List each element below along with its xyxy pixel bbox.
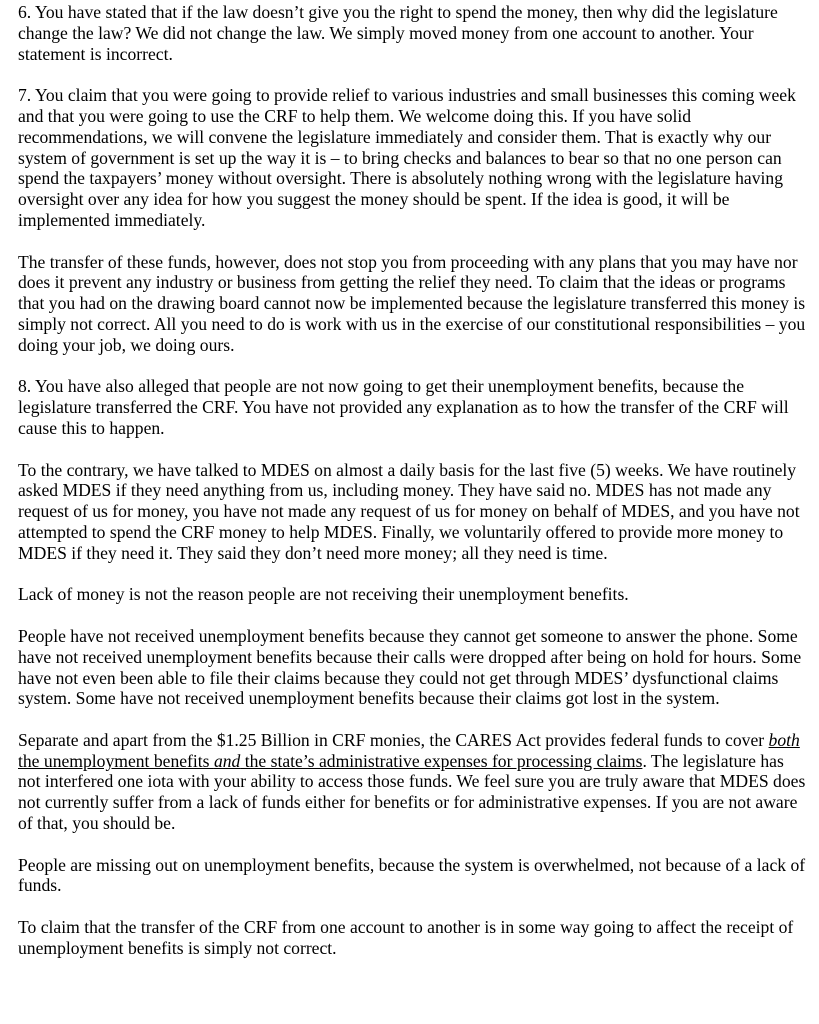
paragraph-cares-act [18, 730, 808, 834]
paragraph-item-6: 6. You have stated that if the law doesn’t give you the right to spend the money, then why did the legislature change the law? We did not change the law. We simply moved money from one account to another. Your statement is incorrect. [18, 2, 778, 64]
paragraph-closing: To claim that the transfer of the CRF from one account to another is in some way going to affect the receipt of unemployment benefits is simply not correct. [18, 917, 794, 958]
cares-text-part2: . The legislature has not interfered one iota with your ability to access those funds. We feel sure you are truly aware that MDES does not currently suffer from a lack of funds either for benefits or for administrative expenses. If you are not aware of that, you should be. [18, 750, 806, 834]
document-page [18, 2, 808, 959]
paragraph-mdes-contact: To the contrary, we have talked to MDES on almost a daily basis for the last five (5) weeks. We have routinely asked MDES if they need anything from us, including money. They have said no. MDES has not made any request of us for money, you have not made any request of us for money on behalf of MDES, and you have not attempted to spend the CRF money to help MDES. Finally, we voluntarily offered to provide more money to MDES if they need it. They said they don’t need more money; all they need is time. [18, 459, 800, 563]
paragraph-item-8: 8. You have also alleged that people are not now going to get their unemployment benefits, because the legislature transferred the CRF. You have not provided any explanation as to how the transfer of the CRF will cause this to happen. [18, 376, 789, 438]
paragraph-system-overwhelmed: People are missing out on unemployment benefits, because the system is overwhelmed, not because of a lack of funds. [18, 854, 806, 896]
cares-emphasis-and: and [213, 750, 241, 771]
cares-underlined-mid2: the state’s administrative expenses for processing claims [240, 750, 643, 771]
cares-emphasis-both: both [768, 729, 800, 750]
paragraph-transfer-funds: The transfer of these funds, however, does not stop you from proceeding with any plans that you may have nor does it prevent any industry or business from getting the relief they need. To claim that the ideas or programs that you had on the drawing board cannot now be implemented because the legislature transferred this money is simply not correct. All you need to do is work with us in the exercise of our constitutional responsibilities – you doing your job, we doing ours. [18, 251, 806, 355]
paragraph-lack-of-money: Lack of money is not the reason people are not receiving their unemployment benefits. [18, 584, 629, 605]
paragraph-not-received: People have not received unemployment benefits because they cannot get someone to answer the phone. Some have not received unemployment benefits because their calls were dropped after being on hold for hours. Some have not even been able to file their claims because they could not get through MDES’ dysfunctional claims system. Some have not received unemployment benefits because their claims got lost in the system. [18, 625, 802, 709]
paragraph-item-7: 7. You claim that you were going to provide relief to various industries and small businesses this coming week and that you were going to use the CRF to help them. We welcome doing this. If you have solid recommendations, we will convene the legislature immediately and consider them. That is exactly why our system of government is set up the way it is – to bring checks and balances to bear so that no one person can spend the taxpayers’ money without oversight. There is absolutely nothing wrong with the legislature having oversight over any idea for how you suggest the money should be spent. If the idea is good, it will be implemented immediately. [18, 85, 796, 230]
cares-underlined-mid1: the unemployment benefits [18, 750, 214, 771]
cares-text-part1: Separate and apart from the $1.25 Billion in CRF monies, the CARES Act provides federal funds to cover [18, 729, 769, 750]
